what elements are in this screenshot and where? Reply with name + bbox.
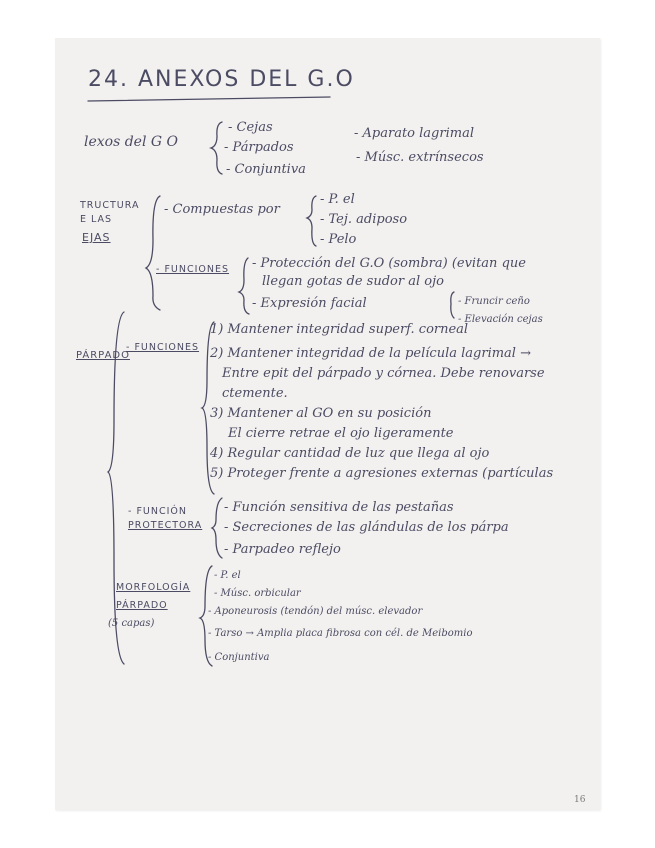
expresion-item: - Elevación cejas xyxy=(458,314,543,325)
page-number: 16 xyxy=(574,795,586,805)
morfologia-label: (5 capas) xyxy=(108,618,155,629)
morfologia-item: - P. el xyxy=(214,570,241,581)
anexos-item: - Aparato lagrimal xyxy=(354,126,474,141)
expresion-item: - Fruncir ceño xyxy=(458,296,530,307)
compuestas-item: - Tej. adiposo xyxy=(320,212,408,227)
estructura-label: EJAS xyxy=(82,231,111,244)
estructura-label: TRUCTURA xyxy=(80,200,140,211)
proteccion-item: - Secreciones de las glándulas de los párpa xyxy=(224,520,509,535)
funciones-parpado-label: - FUNCIONES xyxy=(126,342,200,353)
proteccion-label: PROTECTORA xyxy=(128,520,203,531)
funcion-line: - Protección del G.O (sombra) (evitan que xyxy=(252,256,526,271)
anexos-item: - Cejas xyxy=(228,120,273,135)
proteccion-item: - Función sensitiva de las pestañas xyxy=(224,500,454,515)
compuestas-item: - P. el xyxy=(320,192,355,207)
estructura-label: E LAS xyxy=(80,214,113,225)
anexos-label: lexos del G O xyxy=(84,134,179,150)
morfologia-item: - Conjuntiva xyxy=(208,652,270,663)
morfologia-label: MORFOLOGÍA xyxy=(116,582,191,593)
funcion-line: llegan gotas de sudor al ojo xyxy=(262,274,444,289)
compuestas-label: - Compuestas por xyxy=(164,202,280,217)
notebook-page xyxy=(55,38,600,810)
morfologia-item: - Músc. orbicular xyxy=(214,588,301,599)
funcion-parpado-line: 5) Proteger frente a agresiones externas (partículas xyxy=(210,466,554,481)
morfologia-label: PÁRPADO xyxy=(116,600,168,611)
parpado-label: PÁRPADO xyxy=(76,350,130,361)
funcion-parpado-line: El cierre retrae el ojo ligeramente xyxy=(228,426,454,441)
compuestas-item: - Pelo xyxy=(320,232,357,247)
anexos-item: - Músc. extrínsecos xyxy=(356,150,484,165)
funcion-parpado-line: 1) Mantener integridad superf. corneal xyxy=(210,322,469,337)
funcion-parpado-line: 2) Mantener integridad de la película lagrimal → xyxy=(210,346,531,361)
proteccion-label: - FUNCIÓN xyxy=(128,506,187,517)
funciones-cejas-label: - FUNCIONES xyxy=(156,264,230,275)
morfologia-item: - Aponeurosis (tendón) del músc. elevador xyxy=(208,606,423,617)
funcion-line: - Expresión facial xyxy=(252,296,367,311)
funcion-parpado-line: 3) Mantener al GO en su posición xyxy=(210,406,432,421)
anexos-item: - Conjuntiva xyxy=(226,162,306,177)
anexos-item: - Párpados xyxy=(224,140,294,155)
funcion-parpado-line: 4) Regular cantidad de luz que llega al ojo xyxy=(210,446,490,461)
page-title: 24. ANEXOS DEL G.O xyxy=(88,67,355,92)
funcion-parpado-line: ctemente. xyxy=(222,386,288,401)
proteccion-item: - Parpadeo reflejo xyxy=(224,542,341,557)
morfologia-item: - Tarso → Amplia placa fibrosa con cél. de Meibomio xyxy=(208,628,473,639)
funcion-parpado-line: Entre epit del párpado y córnea. Debe renovarse xyxy=(222,366,545,381)
